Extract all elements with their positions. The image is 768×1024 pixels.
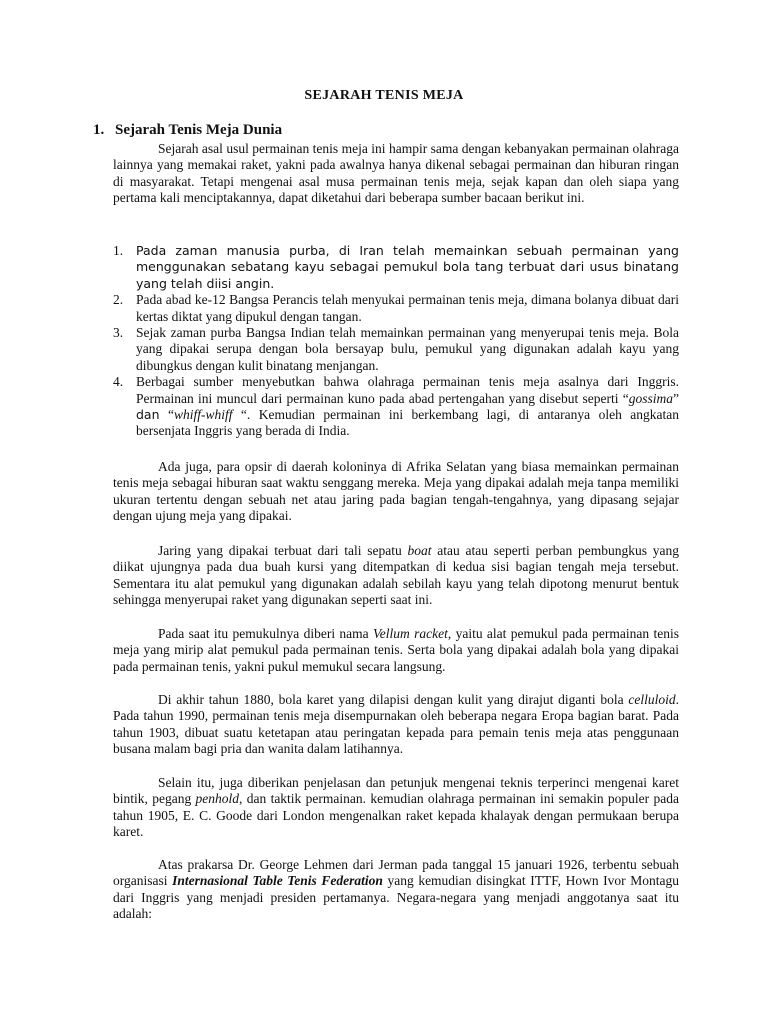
term-celluloid: celluloid: [628, 692, 676, 707]
history-list: [113, 243, 679, 440]
intro-paragraph: Sejarah asal usul permainan tenis meja ini hampir sama dengan kebanyakan permainan olahraga lainnya yang memakai raket, yakni pada awalnya hanya dikenal sebagai permainan dan hiburan ringan di masyarakat. Tetapi mengenai asal musa permainan tenis meja, sejak kapan dan oleh siapa yang pertama kali menciptakannya, dapat diketahui dari beberapa sumber bacaan berikut ini.: [113, 141, 679, 206]
list-item-text: Pada abad ke-12 Bangsa Perancis telah menyukai permainan tenis meja, dimana bolanya dibuat dari kertas diktat yang dipukul dengan tangan.: [136, 292, 679, 324]
section-number: 1.: [93, 122, 105, 138]
list-item-text: Sejak zaman purba Bangsa Indian telah memainkan permainan yang menyerupai tenis meja. Bola yang dipakai serupa dengan bola bersayap bulu, pemukul yang digunakan adalah kayu yang dibungkus dengan kulit binatang menjangan.: [136, 325, 679, 373]
list-item-text-and: dan: [136, 407, 160, 423]
term-boat: boat: [407, 543, 432, 558]
paragraph-text: . Pada tahun 1990, permainan tenis meja disempurnakan oleh beberapa negara Eropa bagian barat. Pada tahun 1903, dibuat suatu ketetapan atau peringatan kepada para pemain tenis meja atas penggunaan busana malam bagi pria dan wanita dalam latihannya.: [113, 692, 679, 757]
term-whiff-whiff: whiff-whiff: [173, 407, 233, 423]
paragraph-text: atau atau seperti perban pembungkus yang diikat ujungnya pada dua buah kursi yang ditempatkan di kedua sisi bagian tengah meja tersebut. Sementara itu alat pemukul yang digunakan adalah sebilah kayu yang telah dipotong menurut bentuk sehingga menyerupai raket yang digunakan seperti saat ini.: [113, 543, 680, 608]
paragraph-text: Atas prakarsa Dr. George Lehmen dari Jerman pada tanggal 15 januari 1926, terbentu sebuah organisasi: [113, 857, 679, 889]
list-item-text-a: Berbagai sumber menyebutkan bahwa olahraga permainan tenis meja asalnya dari Inggris. Permainan ini muncul dari permainan kuno pada abad pertengahan yang disebut seperti “: [136, 374, 679, 406]
page-title: SEJARAH TENIS MEJA: [304, 88, 464, 103]
paragraph-celluloid: [113, 692, 679, 758]
list-item-number: 4.: [113, 374, 124, 390]
list-item-number: 3.: [113, 325, 124, 341]
paragraph-africa: Ada juga, para opsir di daerah koloninya di Afrika Selatan yang biasa memainkan permainan tenis meja sebagai hiburan saat waktu senggang mereka. Meja yang dipakai adalah meja tanpa memiliki ukuran tertentu dengan sebuah net atau jaring pada bagian tengah-tengahnya, yang dipasang sejajar dengan ujung meja yang dipakai.: [113, 459, 679, 524]
paragraph-text: Pada saat itu pemukulnya diberi nama: [158, 626, 374, 641]
paragraph-text: yang kemudian disingkat ITTF, Hown Ivor Montagu dari Inggris yang menjadi presiden pertamanya. Negara-negara yang menjadi anggotanya saat itu adalah:: [113, 873, 680, 922]
list-item: [113, 292, 679, 325]
list-item: [113, 243, 679, 292]
paragraph-net: [113, 543, 679, 609]
term-gossima: gossima: [628, 390, 673, 406]
list-item-text-d: “. Kemudian permainan ini berkembang lagi, di antaranya oleh angkatan bersenjata Inggris yang berada di India.: [136, 407, 679, 439]
paragraph-text: Di akhir tahun 1880, bola karet yang dilapisi dengan kulit yang dirajut diganti bola: [158, 692, 629, 707]
term-penhold: penhold: [195, 791, 240, 807]
paragraph-text: , yaitu alat pemukul pada permainan tenis meja yang mirip alat pemukul pada permainan tenis. Serta bola yang dipakai adalah bola yang dipakai pada permainan tenis, yakni pukul memukul secara langsung.: [113, 626, 679, 674]
list-item-text-c: “: [159, 407, 174, 423]
paragraph-penhold: [113, 775, 679, 841]
list-item-text-b: ”: [673, 390, 679, 406]
paragraph-text: Jaring yang dipakai terbuat dari tali sepatu: [158, 543, 408, 558]
term-vellum-racket: Vellum racket: [373, 626, 448, 641]
list-item-number: 2.: [113, 292, 124, 308]
list-item-text: Pada zaman manusia purba, di Iran telah memainkan sebuah permainan yang menggunakan sebatang kayu sebagai pemukul bola tang terbuat dari usus binatang yang telah diisi angin.: [136, 243, 679, 291]
list-item-number: 1.: [113, 243, 124, 258]
list-item: [113, 374, 679, 440]
paragraph-text: , dan taktik permainan. kemudian olahraga permainan ini semakin populer pada tahun 1905, E. C. Goode dari London mengenalkan raket kepada khalayak dengan permukaan berupa karet.: [113, 791, 679, 840]
paragraph-racket: [113, 626, 679, 675]
paragraph-text: Selain itu, juga diberikan penjelasan dan petunjuk mengenai teknis terperinci mengenai karet bintik, pegang: [113, 775, 679, 807]
section-heading-text: Sejarah Tenis Meja Dunia: [115, 122, 283, 138]
term-ittf: Internasional Table Tenis Federation: [172, 873, 383, 889]
section-heading: [93, 122, 282, 138]
paragraph-ittf: [113, 857, 679, 923]
list-item: [113, 325, 679, 374]
